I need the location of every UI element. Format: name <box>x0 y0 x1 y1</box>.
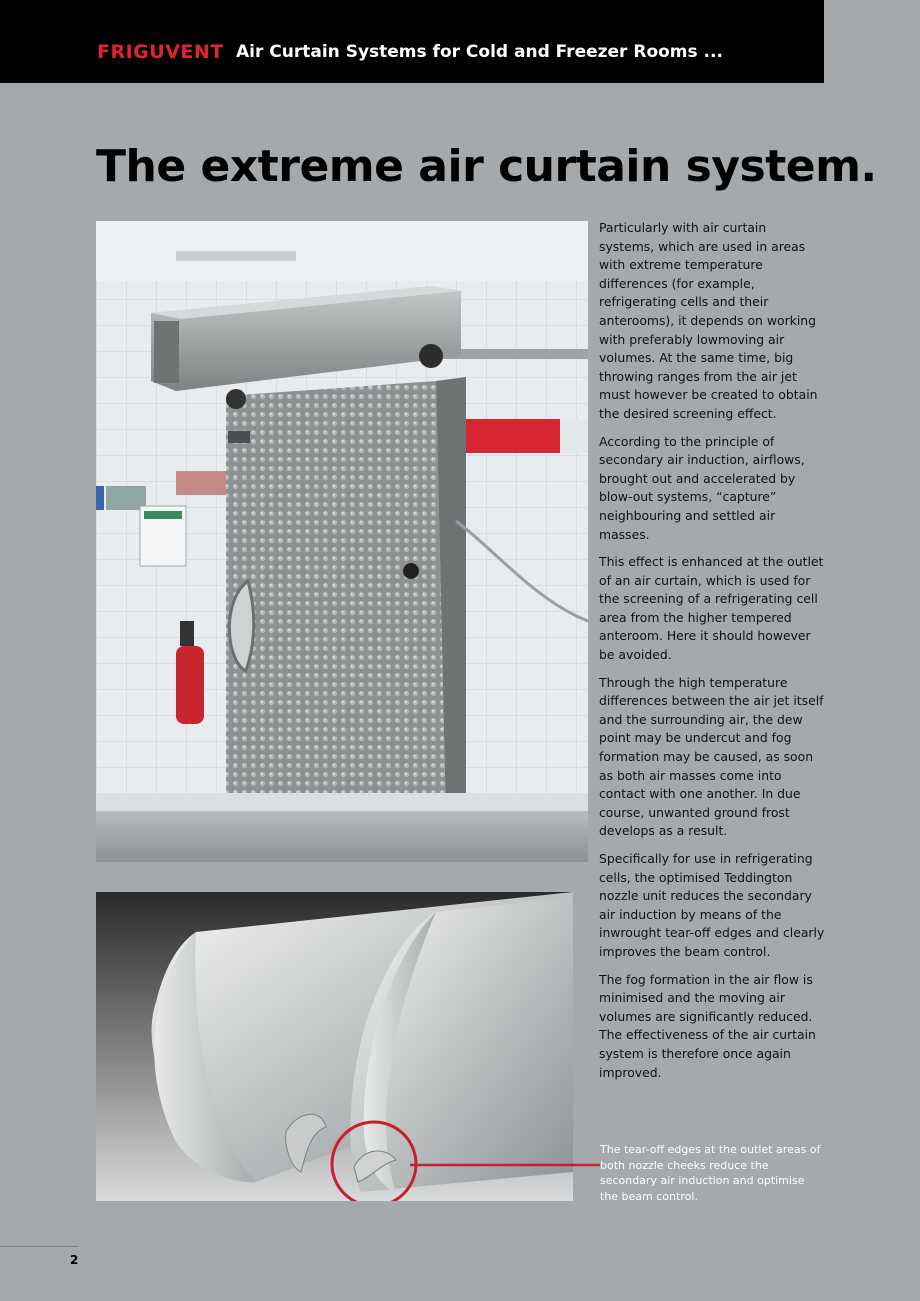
callout-leader-line <box>410 1160 600 1170</box>
header-title: Air Curtain Systems for Cold and Freezer Rooms ... <box>236 42 723 62</box>
nozzle-profile-illustration <box>96 892 573 1201</box>
body-text-column <box>599 219 825 1091</box>
door-photo-illustration <box>96 221 588 862</box>
door-photo <box>96 221 588 862</box>
body-paragraph: Particularly with air curtain systems, which are used in areas with extreme temperature differences (for example, refrigerating cells and their anterooms), it depends on working with preferably lowmoving air volumes. At the same time, big throwing ranges from the air jet must however be created to obtain the desired screening effect. <box>599 220 818 421</box>
header-bar <box>0 0 824 83</box>
body-paragraph: This effect is enhanced at the outlet of an air curtain, which is used for the screening of a refrigerating cell area from the higher tempered anteroom. Here it should however be avoided. <box>599 554 824 663</box>
body-paragraph: Specifically for use in refrigerating cells, the optimised Teddington nozzle unit reduces the secondary air induction by means of the inwrought tear-off edges and clearly improves the beam control. <box>599 851 825 959</box>
body-paragraph: The fog formation in the air flow is minimised and the moving air volumes are significantly reduced. The effectiveness of the air curtain system is therefore once again improved. <box>599 971 816 1080</box>
body-paragraph: Through the high temperature differences between the air jet itself and the surrounding air, the dew point may be undercut and fog formation may be caused, as soon as both air masses come into contact with one another. In due course, unwanted ground frost develops as a result. <box>599 674 824 839</box>
page-title: The extreme air curtain system. <box>96 141 877 192</box>
nozzle-rendering <box>96 892 573 1201</box>
brand-name: FRIGUVENT <box>97 41 224 63</box>
footer-rule <box>0 1246 78 1247</box>
body-paragraph: According to the principle of secondary air induction, airflows, brought out and accelerated by blow-out systems, “capture” neighbouring and settled air masses. <box>599 433 805 542</box>
page-number: 2 <box>70 1253 79 1267</box>
figure-caption: The tear-off edges at the outlet areas of both nozzle cheeks reduce the secondary air induction and optimise the beam control. <box>600 1143 821 1203</box>
